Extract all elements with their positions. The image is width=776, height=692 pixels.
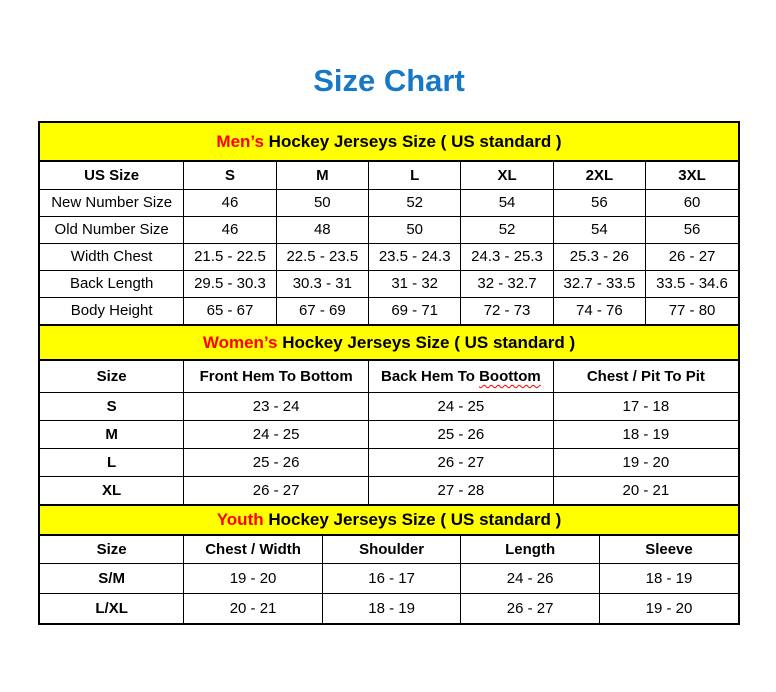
youth-table xyxy=(40,536,738,623)
womens-column-header: Front Hem To Bottom xyxy=(184,361,369,392)
womens-table-row xyxy=(40,448,738,476)
youth-column-header: Shoulder xyxy=(322,536,461,563)
mens-table-row xyxy=(40,243,738,270)
mens-table-cell: 48 xyxy=(276,216,368,243)
mens-row-label: Width Chest xyxy=(40,243,184,270)
youth-column-header: Length xyxy=(461,536,600,563)
mens-table xyxy=(40,162,738,324)
mens-category-label: Men’s xyxy=(216,132,264,151)
youth-table-row xyxy=(40,593,738,623)
womens-table-cell: 25 - 26 xyxy=(184,448,369,476)
youth-section-title-text: Hockey Jerseys Size ( US standard ) xyxy=(263,510,562,529)
womens-header-row xyxy=(40,361,738,392)
womens-table-row xyxy=(40,420,738,448)
youth-table-cell: 16 - 17 xyxy=(322,563,461,593)
womens-column-header: Size xyxy=(40,361,184,392)
womens-category-label: Women’s xyxy=(202,333,278,352)
mens-table-cell: 23.5 - 24.3 xyxy=(369,243,461,270)
youth-table-cell: 26 - 27 xyxy=(461,593,600,623)
mens-table-cell: 77 - 80 xyxy=(646,297,738,324)
mens-table-cell: 24.3 - 25.3 xyxy=(461,243,553,270)
womens-section-header xyxy=(40,324,738,361)
womens-table-cell: 26 - 27 xyxy=(184,476,369,504)
womens-table-cell: 24 - 25 xyxy=(369,392,554,420)
womens-row-label: M xyxy=(40,420,184,448)
womens-column-header-text: Back Hem To xyxy=(381,367,480,385)
youth-row-label: L/XL xyxy=(40,593,184,623)
womens-table-cell: 25 - 26 xyxy=(369,420,554,448)
youth-table-cell: 20 - 21 xyxy=(184,593,323,623)
mens-column-header: 2XL xyxy=(553,162,645,189)
mens-column-header: US Size xyxy=(40,162,184,189)
youth-table-cell: 24 - 26 xyxy=(461,563,600,593)
womens-section-title-text: Hockey Jerseys Size ( US standard ) xyxy=(277,333,576,352)
mens-column-header: XL xyxy=(461,162,553,189)
mens-table-cell: 72 - 73 xyxy=(461,297,553,324)
mens-table-cell: 50 xyxy=(276,189,368,216)
womens-column-header xyxy=(369,361,554,392)
mens-table-cell: 56 xyxy=(553,189,645,216)
page-title: Size Chart xyxy=(313,63,465,98)
youth-column-header: Size xyxy=(40,536,184,563)
mens-table-cell: 67 - 69 xyxy=(276,297,368,324)
mens-table-cell: 21.5 - 22.5 xyxy=(184,243,276,270)
womens-table-cell: 19 - 20 xyxy=(553,448,738,476)
mens-column-header: S xyxy=(184,162,276,189)
youth-table-cell: 18 - 19 xyxy=(322,593,461,623)
mens-table-cell: 52 xyxy=(461,216,553,243)
womens-table-row xyxy=(40,476,738,504)
womens-table-cell: 18 - 19 xyxy=(553,420,738,448)
youth-table-cell: 19 - 20 xyxy=(599,593,738,623)
womens-table-cell: 20 - 21 xyxy=(553,476,738,504)
youth-table-cell: 18 - 19 xyxy=(599,563,738,593)
mens-table-cell: 54 xyxy=(461,189,553,216)
youth-column-header: Chest / Width xyxy=(184,536,323,563)
mens-header-row xyxy=(40,162,738,189)
mens-table-cell: 52 xyxy=(369,189,461,216)
mens-table-row xyxy=(40,216,738,243)
mens-table-cell: 33.5 - 34.6 xyxy=(646,270,738,297)
mens-table-cell: 46 xyxy=(184,189,276,216)
mens-row-label: New Number Size xyxy=(40,189,184,216)
womens-row-label: S xyxy=(40,392,184,420)
mens-column-header: M xyxy=(276,162,368,189)
mens-row-label: Old Number Size xyxy=(40,216,184,243)
size-chart-table xyxy=(38,121,740,625)
womens-table-cell: 24 - 25 xyxy=(184,420,369,448)
youth-table-cell: 19 - 20 xyxy=(184,563,323,593)
mens-table-cell: 46 xyxy=(184,216,276,243)
womens-column-header: Chest / Pit To Pit xyxy=(553,361,738,392)
mens-table-cell: 25.3 - 26 xyxy=(553,243,645,270)
mens-table-cell: 65 - 67 xyxy=(184,297,276,324)
mens-table-cell: 69 - 71 xyxy=(369,297,461,324)
mens-row-label: Body Height xyxy=(40,297,184,324)
youth-header-row xyxy=(40,536,738,563)
mens-table-cell: 26 - 27 xyxy=(646,243,738,270)
mens-column-header: 3XL xyxy=(646,162,738,189)
youth-row-label: S/M xyxy=(40,563,184,593)
mens-table-cell: 31 - 32 xyxy=(369,270,461,297)
mens-section-header xyxy=(40,123,738,162)
mens-table-cell: 74 - 76 xyxy=(553,297,645,324)
misspelled-word-squiggle: Boottom xyxy=(479,367,541,385)
mens-table-row xyxy=(40,189,738,216)
mens-table-row xyxy=(40,270,738,297)
youth-column-header: Sleeve xyxy=(599,536,738,563)
mens-table-cell: 50 xyxy=(369,216,461,243)
youth-category-label: Youth xyxy=(216,510,264,529)
youth-table-row xyxy=(40,563,738,593)
mens-section-title-text: Hockey Jerseys Size ( US standard ) xyxy=(263,132,562,151)
womens-table-cell: 26 - 27 xyxy=(369,448,554,476)
youth-section-header xyxy=(40,504,738,536)
mens-table-cell: 22.5 - 23.5 xyxy=(276,243,368,270)
mens-row-label: Back Length xyxy=(40,270,184,297)
mens-table-row xyxy=(40,297,738,324)
mens-column-header: L xyxy=(369,162,461,189)
womens-table-cell: 27 - 28 xyxy=(369,476,554,504)
womens-table-cell: 17 - 18 xyxy=(553,392,738,420)
womens-row-label: XL xyxy=(40,476,184,504)
womens-table-row xyxy=(40,392,738,420)
womens-table xyxy=(40,361,738,504)
mens-table-cell: 60 xyxy=(646,189,738,216)
mens-table-cell: 32.7 - 33.5 xyxy=(553,270,645,297)
mens-table-cell: 30.3 - 31 xyxy=(276,270,368,297)
mens-table-cell: 54 xyxy=(553,216,645,243)
mens-table-cell: 32 - 32.7 xyxy=(461,270,553,297)
womens-table-cell: 23 - 24 xyxy=(184,392,369,420)
mens-table-cell: 56 xyxy=(646,216,738,243)
womens-row-label: L xyxy=(40,448,184,476)
mens-table-cell: 29.5 - 30.3 xyxy=(184,270,276,297)
